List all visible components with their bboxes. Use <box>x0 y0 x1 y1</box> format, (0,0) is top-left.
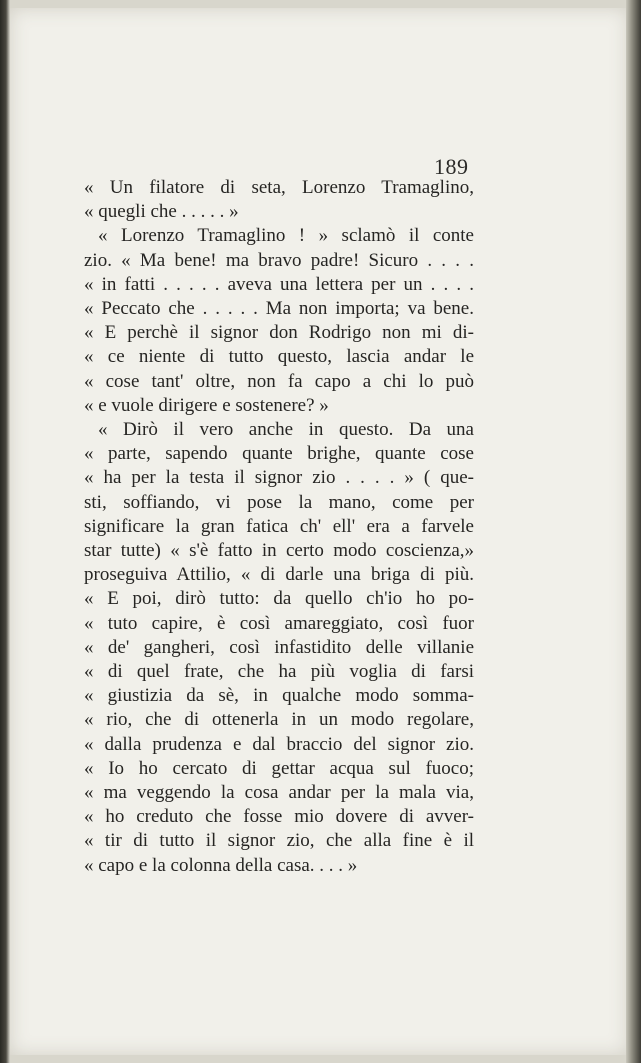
text-line: « de' gangheri, così infastidito delle villanie <box>84 636 474 658</box>
text-line: « cose tant' oltre, non fa capo a chi lo può <box>84 370 474 392</box>
text-line: « Io ho cercato di gettar acqua sul fuoco; <box>84 757 474 779</box>
text-line: « di quel frate, che ha più voglia di farsi <box>84 661 474 683</box>
text-line: « tir di tutto il signor zio, che alla fine è il <box>84 830 474 852</box>
text-line: « Dirò il vero anche in questo. Da una <box>98 419 474 441</box>
text-line: zio. « Ma bene! ma bravo padre! Sicuro . . . . <box>84 249 474 271</box>
text-line: « ce niente di tutto questo, lascia andar le <box>84 346 474 368</box>
text-line: sti, soffiando, vi pose la mano, come per <box>84 491 474 513</box>
text-line: star tutte) « s'è fatto in certo modo coscienza,» <box>84 540 474 562</box>
text-line: « parte, sapendo quante brighe, quante cose <box>84 443 474 465</box>
text-line: « e vuole dirigere e sostenere? » <box>84 394 329 416</box>
text-line: « quegli che . . . . . » <box>84 201 239 223</box>
text-line: proseguiva Attilio, « di darle una briga di più. <box>84 564 474 586</box>
text-line: « giustizia da sè, in qualche modo somma- <box>84 685 474 707</box>
text-line: « ma veggendo la cosa andar per la mala via, <box>84 782 474 804</box>
text-line: « ha per la testa il signor zio . . . . » ( que- <box>84 467 474 489</box>
text-line: « Lorenzo Tramaglino ! » sclamò il conte <box>98 225 474 247</box>
page-number: 189 <box>434 154 469 179</box>
text-line: « in fatti . . . . . aveva una lettera per un . . . . <box>84 273 474 295</box>
text-line: « E perchè il signor don Rodrigo non mi di- <box>84 322 474 344</box>
text-line: « E poi, dirò tutto: da quello ch'io ho po- <box>84 588 474 610</box>
text-line: « Un filatore di seta, Lorenzo Tramaglino, <box>84 177 474 198</box>
text-line: « dalla prudenza e dal braccio del signor zio. <box>84 733 474 755</box>
text-block <box>84 176 474 878</box>
book-page <box>10 8 628 1055</box>
text-line: significare la gran fatica ch' ell' era a farvele <box>84 515 474 537</box>
text-line: « ho creduto che fosse mio dovere di avver- <box>84 806 474 828</box>
text-line: « Peccato che . . . . . Ma non importa; va bene. <box>84 298 474 320</box>
text-line: « rio, che di ottenerla in un modo regolare, <box>84 709 474 731</box>
text-line: « capo e la colonna della casa. . . . » <box>84 854 358 876</box>
page-stack-edge <box>626 0 641 1063</box>
text-line: « tuto capire, è così amareggiato, così fuor <box>84 612 474 634</box>
